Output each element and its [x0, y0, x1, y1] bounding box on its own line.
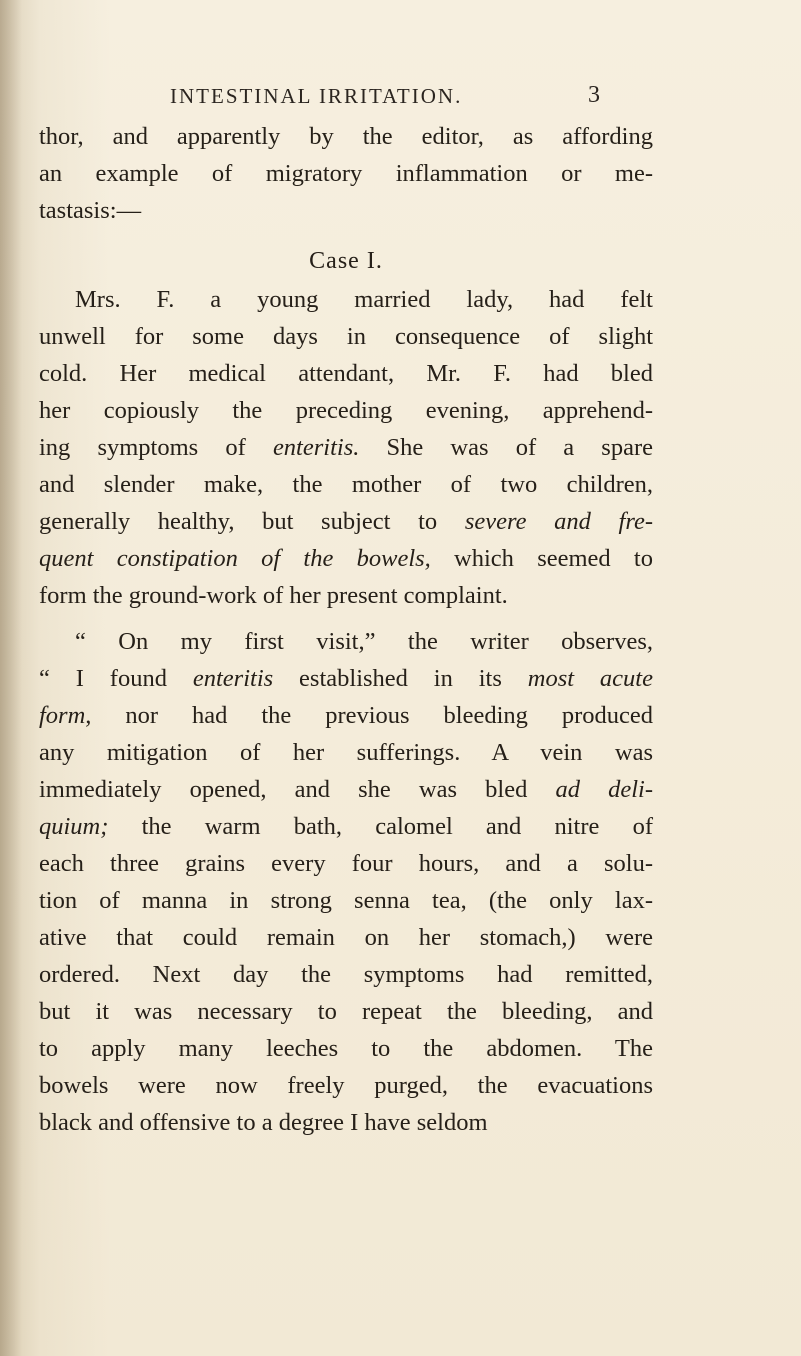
text-line: cold. Her medical attendant, Mr. F. had bled — [39, 360, 653, 387]
italic-term: enteritis. — [272, 434, 360, 461]
text-line: her copiously the preceding evening, apprehend- — [39, 397, 653, 424]
text-line: an example of migratory inflammation or me- — [39, 160, 653, 187]
text-line: to apply many leeches to the abdomen. The — [39, 1035, 653, 1062]
italic-phrase: most acute — [527, 665, 653, 692]
italic-term: enteritis — [192, 665, 274, 692]
text-line: generally healthy, but subject to severe and fre- — [39, 508, 653, 535]
text-line: “ I found enteritis established in its most acute — [39, 665, 653, 692]
running-title: INTESTINAL IRRITATION. — [170, 84, 463, 108]
text-line: any mitigation of her sufferings. A vein was — [39, 739, 653, 766]
body-text — [39, 118, 653, 1141]
running-header — [0, 84, 801, 114]
italic-term: quium; — [39, 813, 109, 840]
text-line: quent constipation of the bowels, which seemed to — [39, 545, 653, 572]
italic-term: form, — [39, 702, 92, 729]
text-line: ordered. Next day the symptoms had remitted, — [39, 961, 653, 988]
text-line: Mrs. F. a young married lady, had felt — [75, 286, 653, 313]
text-line: form the ground-work of her present complaint. — [39, 582, 508, 609]
text-line: immediately opened, and she was bled ad deli- — [39, 776, 653, 803]
binding-shadow — [0, 0, 22, 1356]
text-line: form, nor had the previous bleeding produced — [39, 702, 653, 729]
text-line: tastasis:— — [39, 197, 142, 224]
text-line: bowels were now freely purged, the evacuations — [39, 1072, 653, 1099]
text-line: tion of manna in strong senna tea, (the only lax- — [39, 887, 653, 914]
text-line: ing symptoms of enteritis. She was of a spare — [39, 434, 653, 461]
text-line: ative that could remain on her stomach,) were — [39, 924, 653, 951]
text-line: and slender make, the mother of two children, — [39, 471, 653, 498]
italic-phrase: severe and fre- — [464, 508, 653, 535]
text-line: each three grains every four hours, and a solu- — [39, 850, 653, 877]
text-line: “ On my first visit,” the writer observes, — [75, 628, 653, 655]
text-line: but it was necessary to repeat the bleeding, and — [39, 998, 653, 1025]
text-line: unwell for some days in consequence of slight — [39, 323, 653, 350]
text-line: thor, and apparently by the editor, as affording — [39, 123, 653, 150]
case-heading: Case I. — [309, 248, 383, 274]
italic-phrase: ad deli- — [555, 776, 653, 803]
page-number: 3 — [588, 82, 600, 108]
text-line: black and offensive to a degree I have seldom — [39, 1109, 488, 1136]
text-line: quium; the warm bath, calomel and nitre of — [39, 813, 653, 840]
italic-phrase: quent constipation of the bowels, — [39, 545, 431, 572]
